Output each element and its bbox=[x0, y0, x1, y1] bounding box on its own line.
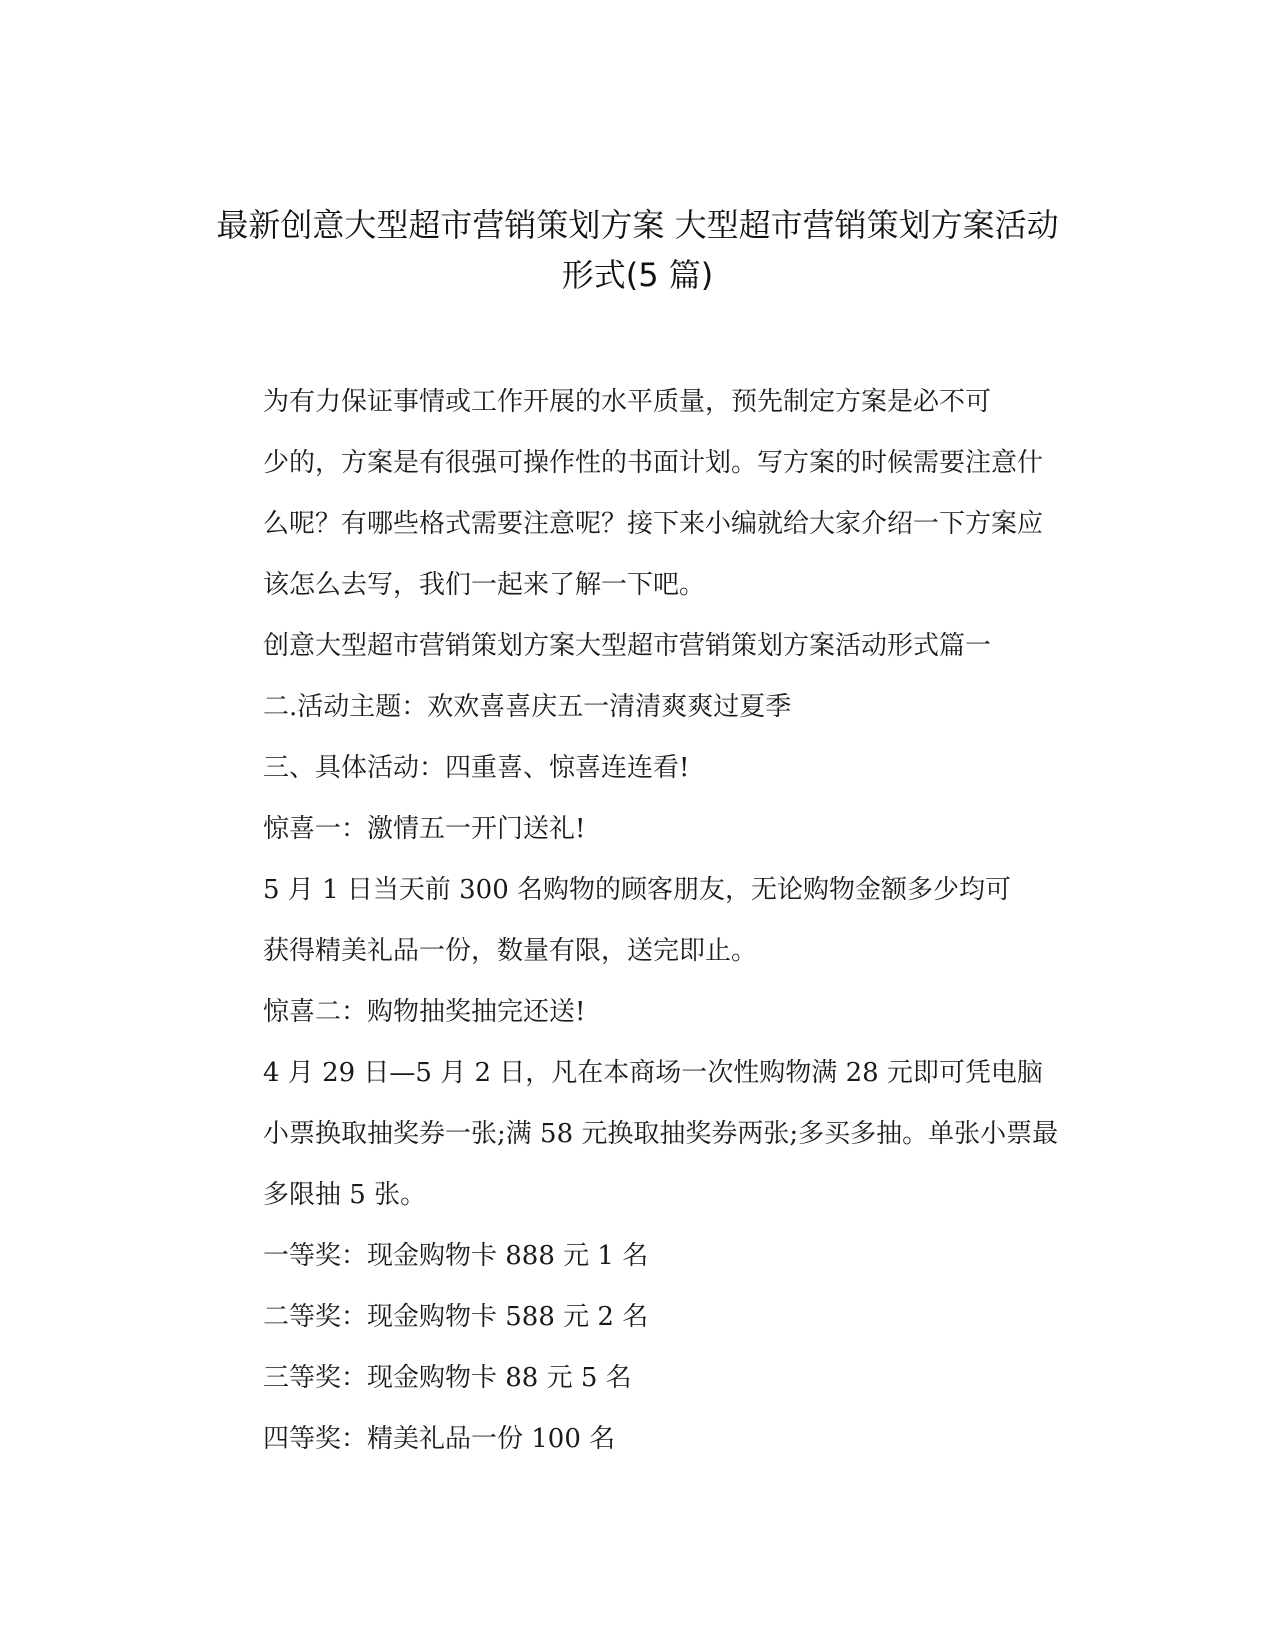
document-body bbox=[186, 372, 1086, 1470]
prize-second bbox=[186, 1287, 1086, 1348]
text-line: 该怎么去写，我们一起来了解一下吧。 bbox=[263, 570, 706, 600]
surprise-two-paragraph bbox=[186, 1043, 1086, 1226]
text-line: 获得精美礼品一份，数量有限，送完即止。 bbox=[263, 936, 758, 966]
text-line: 么呢？有哪些格式需要注意呢？接下来小编就给大家介绍一下方案应 bbox=[263, 509, 1044, 539]
intro-paragraph bbox=[186, 372, 1086, 616]
text-line: 三、具体活动：四重喜、惊喜连连看! bbox=[263, 753, 690, 783]
text-line: 少的，方案是有很强可操作性的书面计划。写方案的时候需要注意什 bbox=[263, 448, 1044, 478]
surprise-two-heading bbox=[186, 982, 1086, 1043]
title-line-1: 最新创意大型超市营销策划方案 大型超市营销策划方案活动 bbox=[216, 206, 1059, 244]
text-line: 为有力保证事情或工作开展的水平质量，预先制定方案是必不可 bbox=[263, 387, 992, 417]
activity-details-heading bbox=[186, 738, 1086, 799]
prize-fourth bbox=[186, 1409, 1086, 1470]
text-line: 二.活动主题：欢欢喜喜庆五一清清爽爽过夏季 bbox=[263, 692, 792, 722]
document-title bbox=[140, 200, 1135, 300]
text-line: 5 月 1 日当天前 300 名购物的顾客朋友，无论购物金额多少均可 bbox=[263, 875, 1012, 905]
prize-first bbox=[186, 1226, 1086, 1287]
activity-theme bbox=[186, 677, 1086, 738]
surprise-one-heading bbox=[186, 799, 1086, 860]
text-line: 创意大型超市营销策划方案大型超市营销策划方案活动形式篇一 bbox=[263, 631, 992, 661]
text-line: 二等奖：现金购物卡 588 元 2 名 bbox=[263, 1302, 649, 1332]
text-line: 4 月 29 日—5 月 2 日，凡在本商场一次性购物满 28 元即可凭电脑 bbox=[263, 1058, 1043, 1088]
text-line: 小票换取抽奖券一张;满 58 元换取抽奖券两张;多买多抽。单张小票最 bbox=[263, 1119, 1059, 1149]
text-line: 四等奖：精美礼品一份 100 名 bbox=[263, 1424, 616, 1454]
title-line-2: 形式(5 篇) bbox=[561, 256, 714, 294]
text-line: 多限抽 5 张。 bbox=[263, 1180, 427, 1210]
text-line: 惊喜一：激情五一开门送礼! bbox=[263, 814, 586, 844]
text-line: 惊喜二：购物抽奖抽完还送! bbox=[263, 997, 586, 1027]
text-line: 一等奖：现金购物卡 888 元 1 名 bbox=[263, 1241, 649, 1271]
section-heading bbox=[186, 616, 1086, 677]
text-line: 三等奖：现金购物卡 88 元 5 名 bbox=[263, 1363, 632, 1393]
prize-third bbox=[186, 1348, 1086, 1409]
surprise-one-paragraph bbox=[186, 860, 1086, 982]
